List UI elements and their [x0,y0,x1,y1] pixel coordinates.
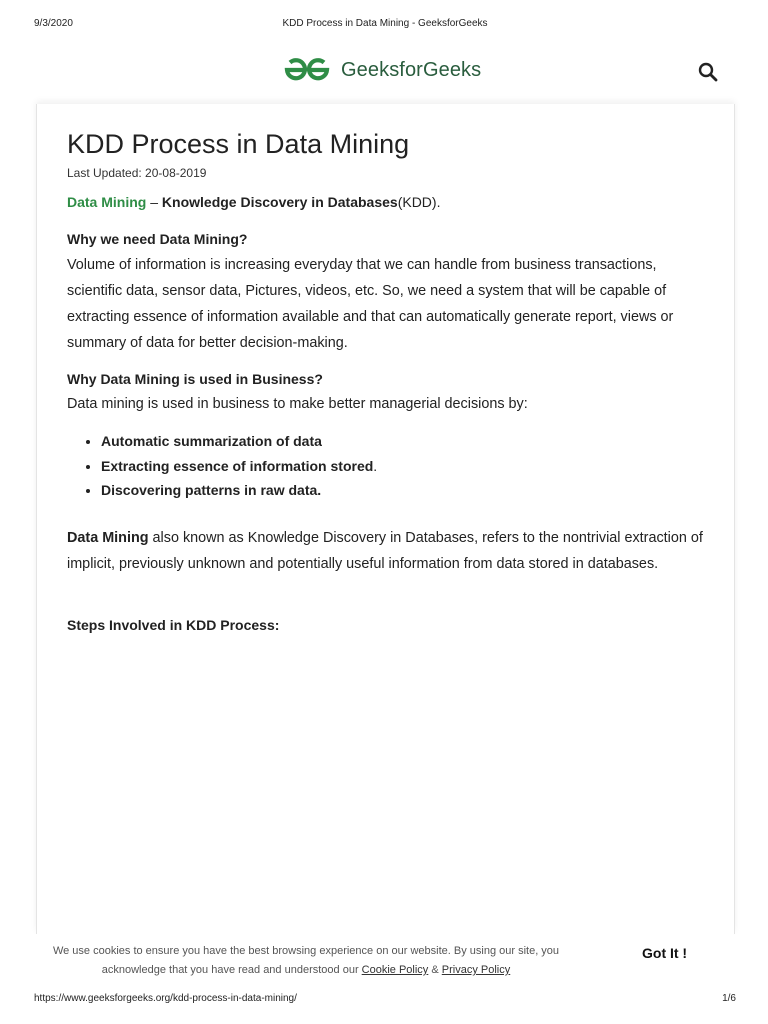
site-logo-text: GeeksforGeeks [341,58,482,81]
business-paragraph: Data mining is used in business to make better managerial decisions by: [67,396,528,412]
data-mining-term: Data Mining [67,530,149,546]
intro-dash: – [146,194,162,210]
why-paragraph: Volume of information is increasing everyday that we can handle from business transactions, scientific data, sensor data, Pictures, videos, etc. So, we need a system that will be capable of extracting essence of information available and that can automatically generate report, views or summary of data for better decision-making. [67,257,674,351]
last-updated: Last Updated: 20-08-2019 [67,166,207,180]
article-card [36,104,735,934]
page-number: 1/6 [722,993,736,1004]
list-item-text: Automatic summarization of data [101,433,322,449]
site-header [0,50,768,102]
site-logo[interactable] [281,56,481,84]
list-item-suffix: . [373,457,378,474]
privacy-policy-link[interactable]: Privacy Policy [441,964,511,976]
intro-bold: Knowledge Discovery in Databases [161,194,398,210]
cookie-banner [36,934,733,984]
print-document-title: KDD Process in Data Mining - GeeksforGeeks [282,18,488,29]
steps-heading: Steps Involved in KDD Process: [67,617,280,633]
search-icon [696,73,722,90]
list-item-text: Extracting essence of information stored [101,457,374,474]
list-item [101,454,377,479]
intro-rest: (KDD). [397,194,441,210]
list-item [101,429,377,454]
article-title: KDD Process in Data Mining [67,129,410,159]
data-mining-definition: also known as Knowledge Discovery in Databases, refers to the nontrivial extraction of implicit, previously unknown and potentially useful information from data stored in databases. [67,530,703,572]
cookie-message [36,942,576,980]
print-url: https://www.geeksforgeeks.org/kdd-process-in-data-mining/ [34,993,297,1004]
cookie-amp: & [428,964,442,976]
data-mining-link[interactable]: Data Mining [67,194,147,210]
data-mining-paragraph [67,525,717,577]
benefits-list [67,429,377,503]
gfg-logo-icon [281,56,333,84]
intro-line [67,194,440,210]
why-heading: Why we need Data Mining? [67,231,248,247]
got-it-button[interactable]: Got It ! [642,945,688,961]
print-footer [34,993,736,1007]
business-heading: Why Data Mining is used in Business? [67,371,323,387]
print-date: 9/3/2020 [34,18,73,29]
search-button[interactable] [696,60,722,86]
cookie-message-text: We use cookies to ensure you have the best browsing experience on our website. By using our site, you acknowledge that you have read and understood our [52,945,560,976]
list-item [101,478,377,503]
list-item-text: Discovering patterns in raw data. [101,482,322,498]
print-header [34,18,736,32]
cookie-policy-link[interactable]: Cookie Policy [361,964,429,976]
